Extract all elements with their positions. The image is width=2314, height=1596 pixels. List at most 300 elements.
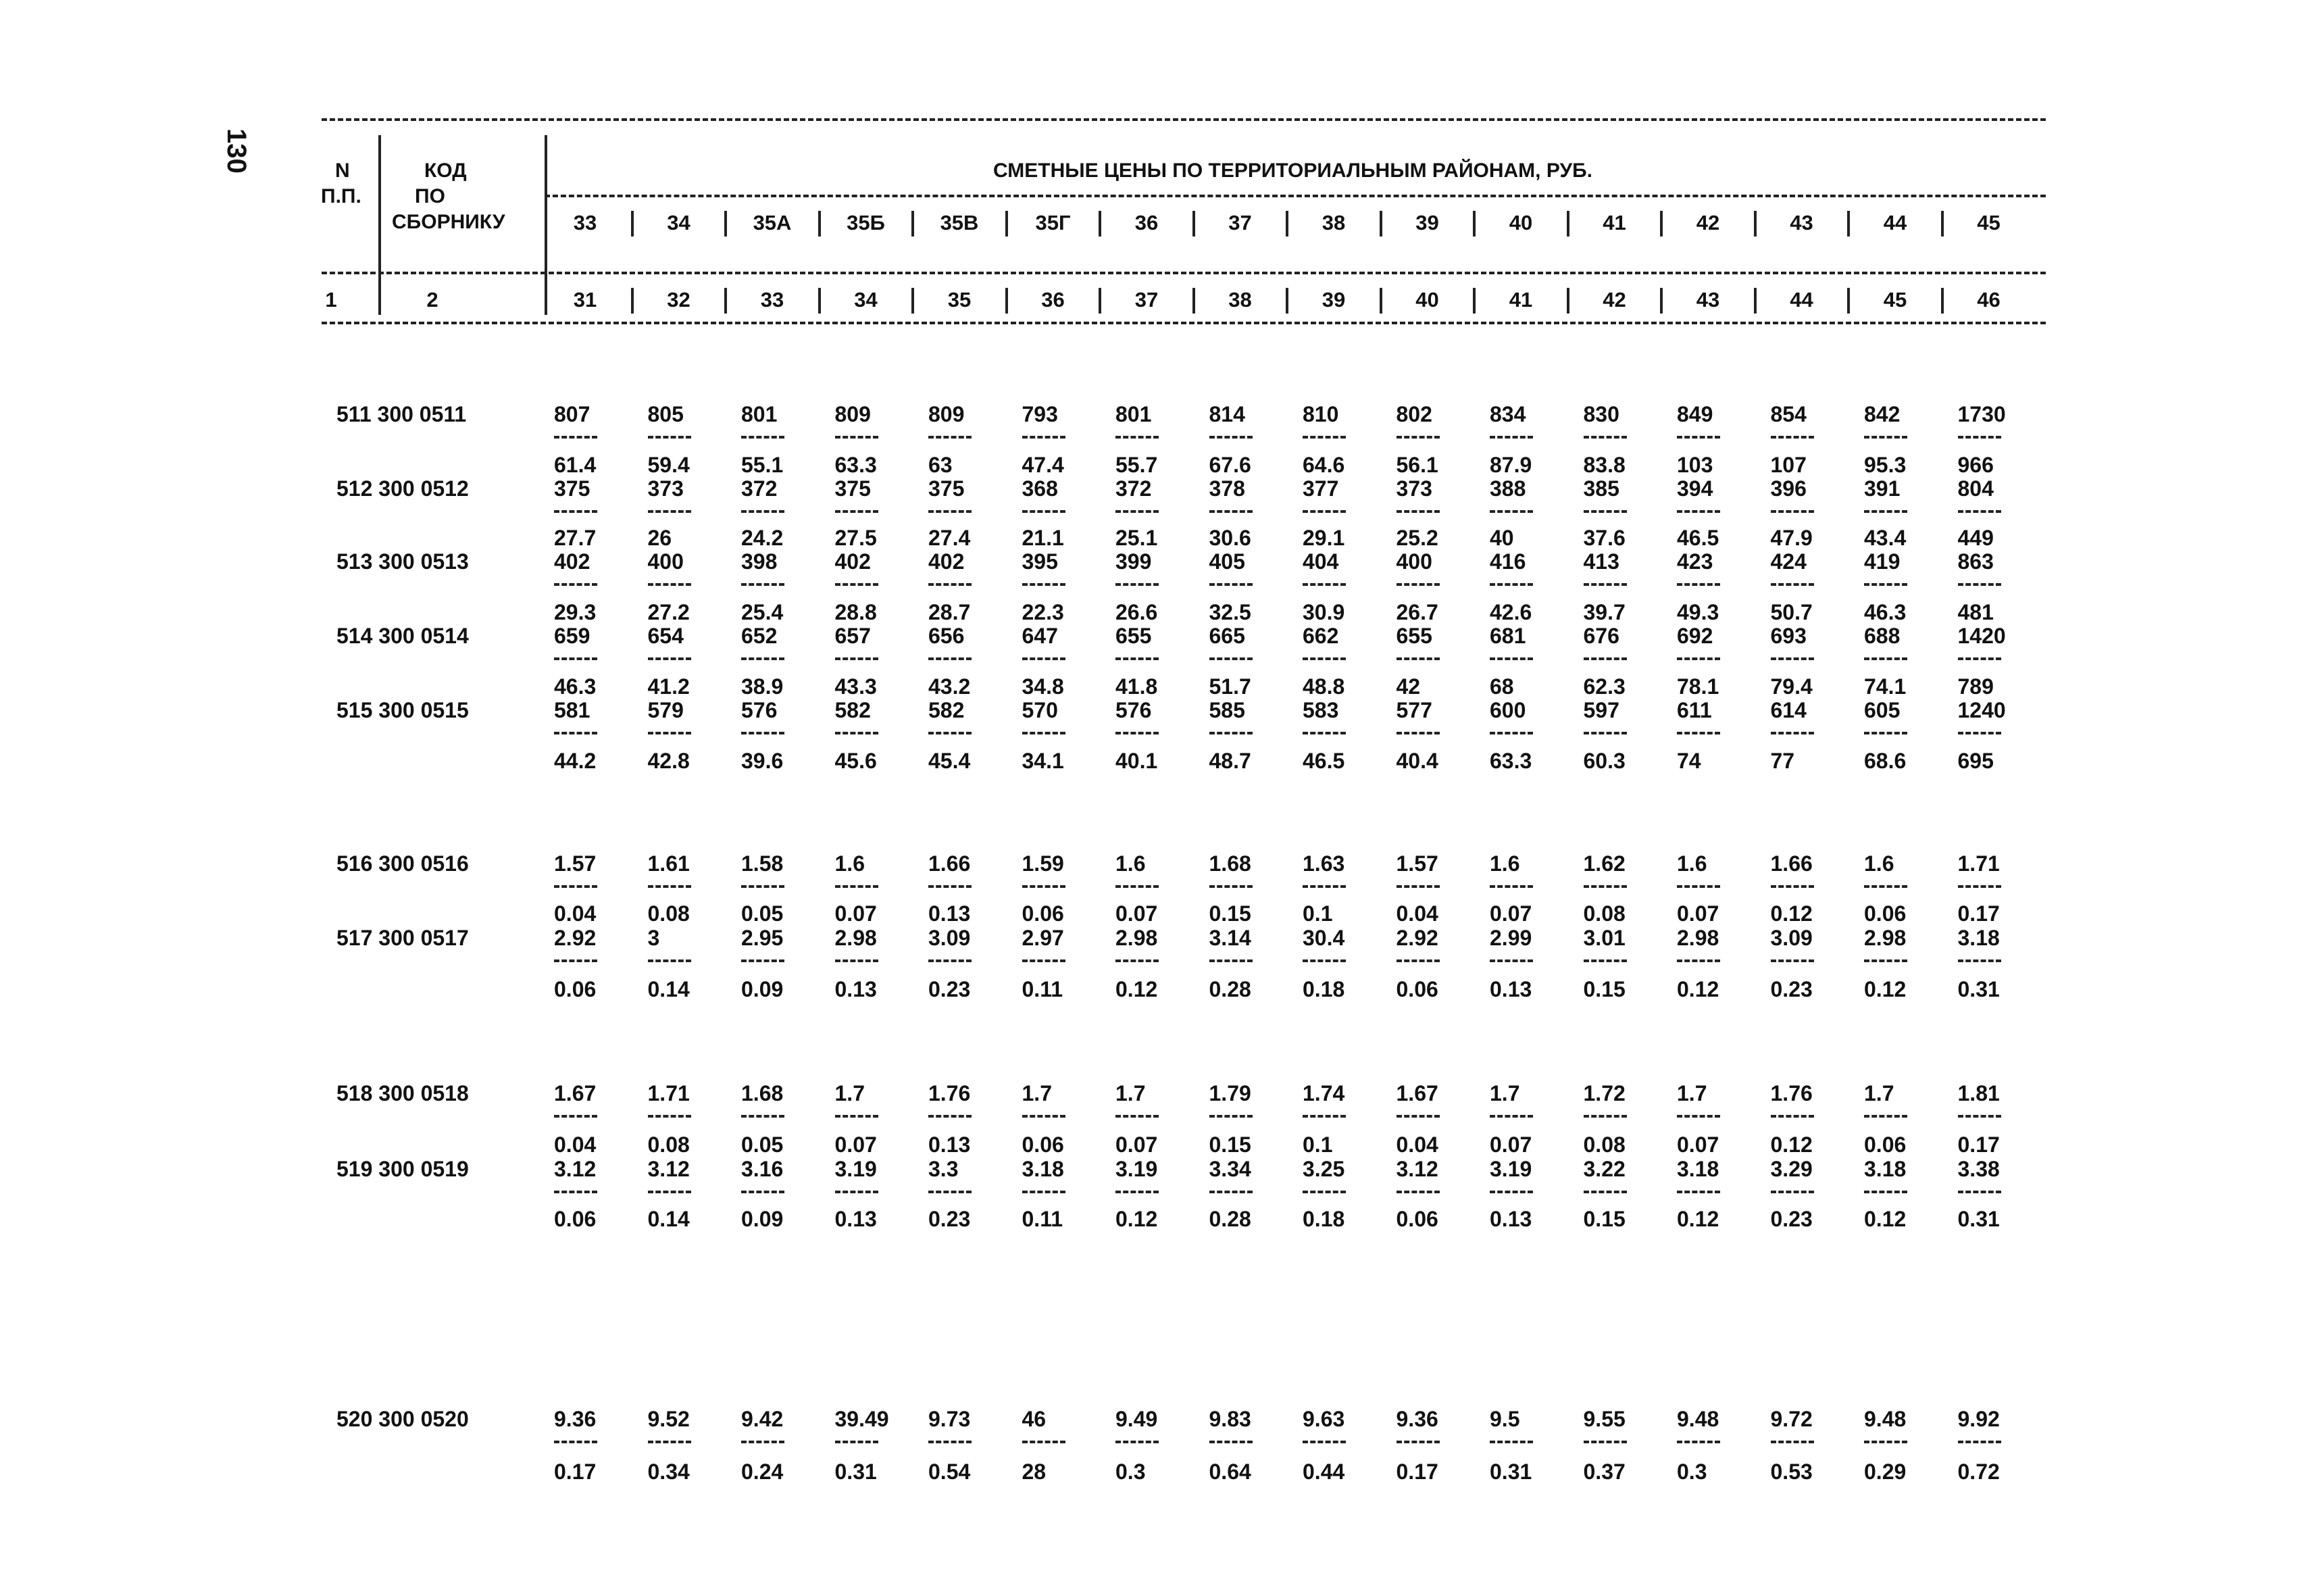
price-cell: 1.6 bbox=[1864, 851, 1894, 876]
price-cell: 43.3 bbox=[834, 674, 877, 699]
price-cell: 597 bbox=[1583, 698, 1619, 722]
price-cell: 368 bbox=[1022, 476, 1058, 501]
fraction-line bbox=[1397, 657, 1440, 660]
price-cell: 83.8 bbox=[1583, 453, 1626, 477]
price-cell: 614 bbox=[1770, 698, 1807, 722]
price-cell: 9.42 bbox=[741, 1407, 784, 1431]
index-col: 31 bbox=[573, 288, 597, 311]
price-cell: 0.07 bbox=[1115, 901, 1158, 926]
fraction-line bbox=[1864, 436, 1907, 439]
fraction-line bbox=[835, 657, 878, 660]
price-cell: 2.92 bbox=[554, 926, 597, 950]
fraction-line bbox=[1397, 885, 1440, 888]
price-cell: 1240 bbox=[1957, 698, 2006, 722]
fraction-line bbox=[1677, 1441, 1720, 1443]
price-cell: 0.15 bbox=[1209, 1132, 1251, 1157]
fraction-line bbox=[1115, 1115, 1159, 1118]
price-cell: 0.13 bbox=[834, 1207, 877, 1231]
fraction-line bbox=[1584, 732, 1627, 734]
price-cell: 0.07 bbox=[834, 1132, 877, 1157]
fraction-line bbox=[1490, 732, 1533, 734]
fraction-line bbox=[1303, 436, 1346, 439]
price-cell: 1.57 bbox=[554, 851, 597, 876]
price-cell: 0.37 bbox=[1583, 1460, 1626, 1484]
fraction-line bbox=[1115, 959, 1159, 962]
price-cell: 9.72 bbox=[1770, 1407, 1813, 1431]
fraction-line bbox=[1022, 583, 1065, 586]
price-cell: 1.81 bbox=[1957, 1081, 2000, 1105]
price-cell: 0.72 bbox=[1957, 1460, 2000, 1484]
price-cell: 585 bbox=[1209, 698, 1245, 722]
price-cell: 0.17 bbox=[1957, 901, 2000, 926]
price-cell: 1.72 bbox=[1583, 1081, 1626, 1105]
price-cell: 0.07 bbox=[1490, 1132, 1532, 1157]
fraction-line bbox=[1022, 657, 1065, 660]
fraction-line bbox=[1584, 1441, 1627, 1443]
price-cell: 688 bbox=[1864, 624, 1901, 648]
fraction-line bbox=[1584, 436, 1627, 439]
fraction-line bbox=[1864, 732, 1907, 734]
page-number: 130 bbox=[222, 128, 251, 174]
price-cell: 0.3 bbox=[1677, 1460, 1707, 1484]
column-divider bbox=[818, 288, 821, 314]
price-cell: 95.3 bbox=[1864, 453, 1907, 477]
price-cell: 48.7 bbox=[1209, 749, 1251, 773]
price-cell: 0.11 bbox=[1022, 1207, 1063, 1231]
index-col: 44 bbox=[1790, 288, 1813, 311]
price-cell: 1.6 bbox=[1677, 851, 1707, 876]
header-top-rule bbox=[322, 118, 2046, 121]
price-cell: 583 bbox=[1303, 698, 1339, 722]
fraction-line bbox=[1209, 1115, 1253, 1118]
fraction-line bbox=[648, 436, 691, 439]
price-cell: 28.8 bbox=[834, 600, 877, 624]
fraction-line bbox=[1022, 959, 1065, 962]
column-divider bbox=[724, 288, 727, 314]
price-cell: 3.12 bbox=[554, 1157, 597, 1181]
header-divider bbox=[378, 135, 381, 311]
price-cell: 50.7 bbox=[1770, 600, 1813, 624]
price-cell: 0.12 bbox=[1770, 1132, 1813, 1157]
header-title: СМЕТНЫЕ ЦЕНЫ ПО ТЕРРИТОРИАЛЬНЫМ РАЙОНАМ, РУБ. bbox=[993, 159, 1593, 182]
price-cell: 42 bbox=[1396, 674, 1421, 699]
price-cell: 0.18 bbox=[1303, 977, 1345, 1001]
price-cell: 0.07 bbox=[1677, 1132, 1719, 1157]
price-cell: 42.8 bbox=[647, 749, 690, 773]
price-cell: 63.3 bbox=[834, 453, 877, 477]
price-cell: 0.12 bbox=[1864, 977, 1907, 1001]
fraction-line bbox=[1303, 1191, 1346, 1193]
fraction-line bbox=[1209, 657, 1253, 660]
region-header: 38 bbox=[1322, 211, 1346, 234]
price-cell: 0.04 bbox=[554, 1132, 597, 1157]
fraction-line bbox=[1584, 1191, 1627, 1193]
price-cell: 1.59 bbox=[1022, 851, 1064, 876]
fraction-line bbox=[1958, 885, 2001, 888]
price-cell: 1.79 bbox=[1209, 1081, 1251, 1105]
fraction-line bbox=[1209, 436, 1253, 439]
fraction-line bbox=[1209, 1191, 1253, 1193]
price-cell: 2.92 bbox=[1396, 926, 1438, 950]
price-cell: 402 bbox=[554, 549, 590, 574]
price-cell: 0.06 bbox=[1022, 901, 1064, 926]
price-cell: 375 bbox=[928, 476, 965, 501]
price-cell: 0.08 bbox=[647, 901, 690, 926]
price-cell: 30.6 bbox=[1209, 526, 1251, 550]
row-code: 517 300 0517 bbox=[336, 926, 469, 950]
price-cell: 59.4 bbox=[647, 453, 690, 477]
price-cell: 2.98 bbox=[834, 926, 877, 950]
price-cell: 400 bbox=[1396, 549, 1432, 574]
price-cell: 396 bbox=[1770, 476, 1807, 501]
fraction-line bbox=[835, 732, 878, 734]
price-cell: 842 bbox=[1864, 402, 1901, 426]
price-cell: 570 bbox=[1022, 698, 1058, 722]
fraction-line bbox=[1303, 1115, 1346, 1118]
fraction-line bbox=[1958, 510, 2001, 513]
index-col: 42 bbox=[1603, 288, 1626, 311]
price-cell: 0.06 bbox=[554, 977, 597, 1001]
fraction-line bbox=[1677, 885, 1720, 888]
fraction-line bbox=[1022, 510, 1065, 513]
price-cell: 385 bbox=[1583, 476, 1619, 501]
price-cell: 9.92 bbox=[1957, 1407, 2000, 1431]
index-col: 43 bbox=[1696, 288, 1720, 311]
index-col: 37 bbox=[1134, 288, 1159, 311]
row-code: 515 300 0515 bbox=[336, 698, 469, 722]
fraction-line bbox=[835, 959, 878, 962]
column-divider bbox=[1099, 211, 1101, 236]
fraction-line bbox=[1771, 732, 1814, 734]
price-cell: 0.04 bbox=[1396, 901, 1438, 926]
fraction-line bbox=[741, 959, 784, 962]
price-cell: 402 bbox=[928, 549, 965, 574]
fraction-line bbox=[1958, 1191, 2001, 1193]
header-index-rule bbox=[322, 272, 2046, 274]
index-col-1: 1 bbox=[325, 288, 337, 311]
price-cell: 804 bbox=[1957, 476, 1994, 501]
column-divider bbox=[1473, 211, 1476, 236]
price-cell: 3.38 bbox=[1957, 1157, 2000, 1181]
fraction-line bbox=[1209, 885, 1253, 888]
fraction-line bbox=[835, 583, 878, 586]
column-divider bbox=[1286, 288, 1288, 314]
fraction-line bbox=[554, 436, 597, 439]
price-cell: 3.25 bbox=[1303, 1157, 1345, 1181]
price-cell: 0.12 bbox=[1677, 1207, 1719, 1231]
price-cell: 48.8 bbox=[1303, 674, 1345, 699]
fraction-line bbox=[1771, 583, 1814, 586]
price-cell: 416 bbox=[1490, 549, 1526, 574]
fraction-line bbox=[1958, 732, 2001, 734]
fraction-line bbox=[1397, 510, 1440, 513]
column-divider bbox=[631, 211, 634, 236]
price-cell: 27.7 bbox=[554, 526, 597, 550]
fraction-line bbox=[1864, 885, 1907, 888]
fraction-line bbox=[1397, 732, 1440, 734]
price-cell: 805 bbox=[647, 402, 684, 426]
price-cell: 0.12 bbox=[1770, 901, 1813, 926]
price-cell: 42.6 bbox=[1490, 600, 1532, 624]
column-divider bbox=[1380, 288, 1382, 314]
fraction-line bbox=[928, 1191, 972, 1193]
price-cell: 45.4 bbox=[928, 749, 971, 773]
price-cell: 27.2 bbox=[647, 600, 690, 624]
region-header: 39 bbox=[1415, 211, 1439, 234]
price-cell: 0.54 bbox=[928, 1460, 971, 1484]
price-cell: 0.31 bbox=[1957, 1207, 2000, 1231]
column-divider bbox=[1754, 211, 1757, 236]
header-code-po: ПО bbox=[415, 185, 445, 207]
fraction-line bbox=[648, 1441, 691, 1443]
price-cell: 63 bbox=[928, 453, 953, 477]
price-cell: 3.09 bbox=[928, 926, 971, 950]
price-cell: 62.3 bbox=[1583, 674, 1626, 699]
price-cell: 1.57 bbox=[1396, 851, 1438, 876]
fraction-line bbox=[1022, 1441, 1065, 1443]
price-cell: 0.06 bbox=[1396, 977, 1438, 1001]
fraction-line bbox=[928, 657, 972, 660]
price-cell: 1.63 bbox=[1303, 851, 1345, 876]
column-divider bbox=[631, 288, 634, 314]
region-header: 43 bbox=[1790, 211, 1813, 234]
price-cell: 26.7 bbox=[1396, 600, 1438, 624]
fraction-line bbox=[1209, 959, 1253, 962]
price-cell: 854 bbox=[1770, 402, 1807, 426]
index-col: 41 bbox=[1509, 288, 1533, 311]
price-cell: 55.7 bbox=[1115, 453, 1158, 477]
price-cell: 28 bbox=[1022, 1460, 1047, 1484]
price-cell: 0.15 bbox=[1209, 901, 1251, 926]
header-divider bbox=[378, 288, 381, 315]
price-cell: 834 bbox=[1490, 402, 1526, 426]
fraction-line bbox=[1677, 1191, 1720, 1193]
price-cell: 79.4 bbox=[1770, 674, 1813, 699]
fraction-line bbox=[1115, 583, 1159, 586]
fraction-line bbox=[928, 1115, 972, 1118]
fraction-line bbox=[1209, 732, 1253, 734]
price-cell: 0.28 bbox=[1209, 1207, 1251, 1231]
price-cell: 3.3 bbox=[928, 1157, 959, 1181]
price-cell: 26.6 bbox=[1115, 600, 1158, 624]
price-cell: 1.7 bbox=[1022, 1081, 1052, 1105]
price-cell: 391 bbox=[1864, 476, 1901, 501]
price-cell: 0.14 bbox=[647, 977, 690, 1001]
fraction-line bbox=[648, 1191, 691, 1193]
fraction-line bbox=[1397, 436, 1440, 439]
price-cell: 676 bbox=[1583, 624, 1619, 648]
price-cell: 51.7 bbox=[1209, 674, 1251, 699]
price-cell: 659 bbox=[554, 624, 590, 648]
price-cell: 0.09 bbox=[741, 977, 784, 1001]
price-cell: 46.5 bbox=[1303, 749, 1345, 773]
fraction-line bbox=[741, 1191, 784, 1193]
price-cell: 665 bbox=[1209, 624, 1245, 648]
fraction-line bbox=[835, 510, 878, 513]
price-cell: 655 bbox=[1115, 624, 1152, 648]
region-header: 34 bbox=[667, 211, 690, 234]
price-cell: 47.9 bbox=[1770, 526, 1813, 550]
price-cell: 1.7 bbox=[1864, 1081, 1894, 1105]
price-cell: 693 bbox=[1770, 624, 1807, 648]
price-cell: 0.12 bbox=[1677, 977, 1719, 1001]
fraction-line bbox=[741, 732, 784, 734]
region-header: 36 bbox=[1134, 211, 1159, 234]
fraction-line bbox=[554, 959, 597, 962]
price-cell: 1.76 bbox=[928, 1081, 971, 1105]
price-cell: 0.53 bbox=[1770, 1460, 1813, 1484]
price-cell: 9.52 bbox=[647, 1407, 690, 1431]
price-cell: 373 bbox=[1396, 476, 1432, 501]
price-cell: 39.49 bbox=[834, 1407, 889, 1431]
price-cell: 78.1 bbox=[1677, 674, 1719, 699]
price-cell: 29.1 bbox=[1303, 526, 1345, 550]
price-cell: 26 bbox=[647, 526, 672, 550]
fraction-line bbox=[1958, 583, 2001, 586]
price-cell: 582 bbox=[928, 698, 965, 722]
column-divider bbox=[1005, 288, 1008, 314]
row-code: 511 300 0511 bbox=[336, 402, 467, 426]
fraction-line bbox=[1397, 583, 1440, 586]
price-cell: 46 bbox=[1022, 1407, 1047, 1431]
fraction-line bbox=[1771, 1115, 1814, 1118]
fraction-line bbox=[1677, 583, 1720, 586]
column-divider bbox=[1380, 211, 1382, 236]
price-cell: 30.4 bbox=[1303, 926, 1345, 950]
price-cell: 38.9 bbox=[741, 674, 784, 699]
price-cell: 0.28 bbox=[1209, 977, 1251, 1001]
fraction-line bbox=[1303, 583, 1346, 586]
header-pp: П.П. bbox=[321, 185, 361, 207]
index-col: 38 bbox=[1228, 288, 1252, 311]
fraction-line bbox=[648, 583, 691, 586]
price-cell: 0.07 bbox=[1490, 901, 1532, 926]
price-cell: 27.4 bbox=[928, 526, 971, 550]
fraction-line bbox=[741, 436, 784, 439]
price-cell: 830 bbox=[1583, 402, 1619, 426]
price-cell: 0.15 bbox=[1583, 977, 1626, 1001]
price-cell: 3.12 bbox=[647, 1157, 690, 1181]
price-cell: 611 bbox=[1677, 698, 1712, 722]
column-divider bbox=[1473, 288, 1476, 314]
price-cell: 581 bbox=[554, 698, 590, 722]
index-col: 35 bbox=[947, 288, 972, 311]
fraction-line bbox=[928, 885, 972, 888]
fraction-line bbox=[648, 885, 691, 888]
price-cell: 1.74 bbox=[1303, 1081, 1345, 1105]
region-header: 35А bbox=[753, 211, 792, 234]
price-cell: 0.44 bbox=[1303, 1460, 1345, 1484]
fraction-line bbox=[554, 732, 597, 734]
price-cell: 43.4 bbox=[1864, 526, 1907, 550]
fraction-line bbox=[1397, 959, 1440, 962]
fraction-line bbox=[1115, 436, 1159, 439]
price-cell: 22.3 bbox=[1022, 600, 1064, 624]
fraction-line bbox=[554, 657, 597, 660]
fraction-line bbox=[835, 1441, 878, 1443]
fraction-line bbox=[1022, 732, 1065, 734]
column-divider bbox=[1005, 211, 1008, 236]
index-col: 33 bbox=[760, 288, 784, 311]
price-cell: 1.7 bbox=[1490, 1081, 1520, 1105]
header-bottom-rule bbox=[322, 322, 2046, 324]
fraction-line bbox=[1303, 657, 1346, 660]
index-col: 36 bbox=[1041, 288, 1065, 311]
price-cell: 3.34 bbox=[1209, 1157, 1251, 1181]
price-cell: 2.97 bbox=[1022, 926, 1064, 950]
price-cell: 0.12 bbox=[1115, 1207, 1158, 1231]
price-cell: 377 bbox=[1303, 476, 1339, 501]
fraction-line bbox=[1303, 885, 1346, 888]
fraction-line bbox=[554, 1191, 597, 1193]
price-cell: 29.3 bbox=[554, 600, 597, 624]
price-cell: 47.4 bbox=[1022, 453, 1064, 477]
fraction-line bbox=[1209, 583, 1253, 586]
fraction-line bbox=[1677, 436, 1720, 439]
price-cell: 25.4 bbox=[741, 600, 784, 624]
price-cell: 40.1 bbox=[1115, 749, 1158, 773]
fraction-line bbox=[1490, 1441, 1533, 1443]
price-cell: 449 bbox=[1957, 526, 1994, 550]
price-cell: 0.06 bbox=[1864, 901, 1907, 926]
price-cell: 424 bbox=[1770, 549, 1807, 574]
region-header: 45 bbox=[1977, 211, 2001, 234]
price-cell: 0.13 bbox=[928, 901, 971, 926]
index-col: 40 bbox=[1415, 288, 1439, 311]
price-cell: 0.3 bbox=[1115, 1460, 1146, 1484]
fraction-line bbox=[648, 657, 691, 660]
price-cell: 2.98 bbox=[1864, 926, 1907, 950]
fraction-line bbox=[1864, 657, 1907, 660]
column-divider bbox=[818, 211, 821, 236]
price-cell: 3.19 bbox=[1490, 1157, 1532, 1181]
price-cell: 809 bbox=[834, 402, 871, 426]
price-cell: 0.17 bbox=[554, 1460, 597, 1484]
price-cell: 46.3 bbox=[1864, 600, 1907, 624]
fraction-line bbox=[1490, 510, 1533, 513]
price-cell: 966 bbox=[1957, 453, 1994, 477]
price-cell: 0.18 bbox=[1303, 1207, 1345, 1231]
price-cell: 402 bbox=[834, 549, 871, 574]
price-cell: 0.07 bbox=[1677, 901, 1719, 926]
price-cell: 25.2 bbox=[1396, 526, 1438, 550]
price-cell: 3.18 bbox=[1957, 926, 2000, 950]
price-cell: 27.5 bbox=[834, 526, 877, 550]
price-cell: 61.4 bbox=[554, 453, 597, 477]
fraction-line bbox=[1022, 1115, 1065, 1118]
price-cell: 0.13 bbox=[928, 1132, 971, 1157]
price-cell: 25.1 bbox=[1115, 526, 1158, 550]
price-cell: 1.71 bbox=[647, 1081, 690, 1105]
price-cell: 3.01 bbox=[1583, 926, 1626, 950]
price-cell: 55.1 bbox=[741, 453, 784, 477]
header-code: КОД bbox=[424, 159, 467, 182]
price-cell: 814 bbox=[1209, 402, 1245, 426]
price-cell: 56.1 bbox=[1396, 453, 1438, 477]
price-cell: 3.19 bbox=[1115, 1157, 1158, 1181]
price-cell: 395 bbox=[1022, 549, 1058, 574]
price-cell: 372 bbox=[1115, 476, 1152, 501]
fraction-line bbox=[1864, 1441, 1907, 1443]
price-cell: 77 bbox=[1770, 749, 1795, 773]
price-cell: 375 bbox=[554, 476, 590, 501]
price-cell: 9.83 bbox=[1209, 1407, 1251, 1431]
fraction-line bbox=[554, 885, 597, 888]
region-header: 35Б bbox=[847, 211, 885, 234]
fraction-line bbox=[835, 1191, 878, 1193]
region-header: 33 bbox=[573, 211, 597, 234]
price-cell: 32.5 bbox=[1209, 600, 1251, 624]
